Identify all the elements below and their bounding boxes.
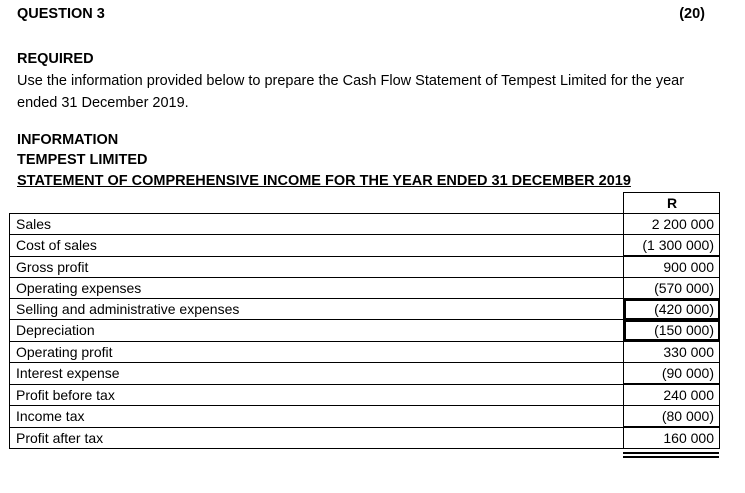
header-blank-cell: [10, 193, 624, 214]
company-name: TEMPEST LIMITED: [17, 152, 148, 168]
row-label: Selling and administrative expenses: [10, 299, 624, 320]
table-row: [10, 256, 720, 278]
row-label: Depreciation: [10, 320, 624, 342]
question-title: QUESTION 3: [17, 6, 105, 22]
row-label: Profit before tax: [10, 384, 624, 406]
row-amount: (90 000): [624, 363, 720, 385]
double-underline: [623, 452, 719, 458]
table-row: [10, 363, 720, 385]
statement-title: STATEMENT OF COMPREHENSIVE INCOME FOR THE YEAR ENDED 31 DECEMBER 2019: [17, 173, 631, 189]
row-amount: 160 000: [624, 427, 720, 449]
row-amount: 900 000: [624, 256, 720, 278]
row-amount: (420 000): [624, 299, 720, 320]
row-amount: (150 000): [624, 320, 720, 342]
row-label: Cost of sales: [10, 235, 624, 257]
row-amount: (570 000): [624, 278, 720, 299]
table-row: [10, 235, 720, 257]
row-amount: 2 200 000: [624, 214, 720, 235]
income-statement-table: [9, 192, 720, 449]
row-amount: (1 300 000): [624, 235, 720, 257]
row-label: Sales: [10, 214, 624, 235]
required-heading: REQUIRED: [17, 51, 94, 67]
table-row: [10, 406, 720, 428]
table-row: [10, 299, 720, 320]
table-row: [10, 320, 720, 342]
table-header-row: [10, 193, 720, 214]
information-heading: INFORMATION: [17, 132, 119, 148]
row-label: Profit after tax: [10, 427, 624, 449]
row-amount: 240 000: [624, 384, 720, 406]
table-row: [10, 427, 720, 449]
row-label: Income tax: [10, 406, 624, 428]
currency-header: R: [624, 193, 720, 214]
table-row: [10, 384, 720, 406]
question-marks: (20): [679, 6, 705, 22]
table-row: [10, 278, 720, 299]
row-amount: 330 000: [624, 341, 720, 363]
row-amount: (80 000): [624, 406, 720, 428]
row-label: Interest expense: [10, 363, 624, 385]
table-row: [10, 214, 720, 235]
row-label: Operating expenses: [10, 278, 624, 299]
required-text: Use the information provided below to prepare the Cash Flow Statement of Tempest Limited for the year ended 31 December 2019.: [17, 73, 685, 111]
table-row: [10, 341, 720, 363]
row-label: Gross profit: [10, 256, 624, 278]
row-label: Operating profit: [10, 341, 624, 363]
